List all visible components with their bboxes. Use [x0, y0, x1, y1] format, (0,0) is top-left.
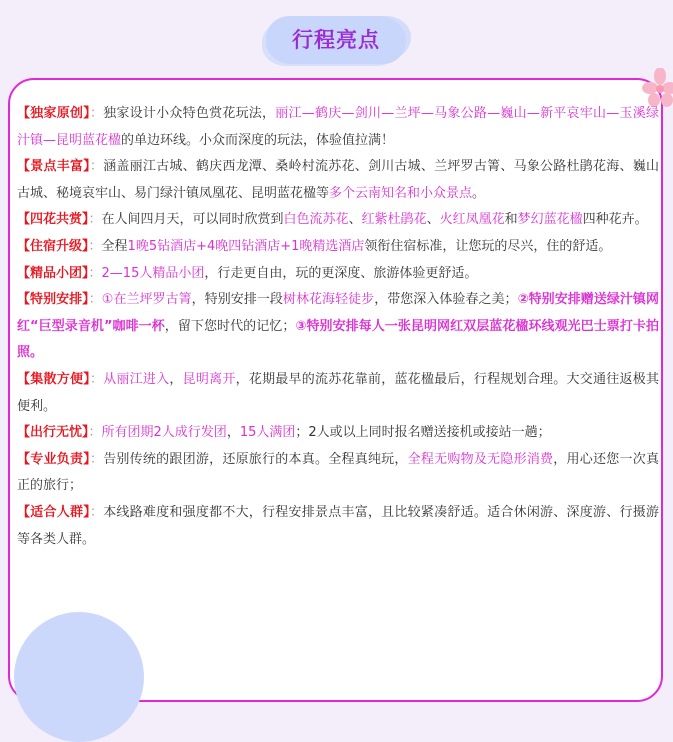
highlight-tag: 【特别安排】 — [17, 292, 89, 308]
body-text: 的单边环线。小众而深度的玩法，体验值拉满！ — [121, 132, 395, 148]
highlight-tag: 【独家原创】 — [17, 106, 90, 121]
highlight-text: 所有团期2人成行发团 — [101, 425, 227, 441]
body-text: 独家设计小众特色赏花玩法， — [103, 106, 276, 121]
decorative-circle — [14, 612, 144, 742]
body-text: 。 — [472, 185, 486, 201]
tag-separator: ： — [88, 238, 102, 254]
tag-separator: ： — [89, 371, 104, 387]
highlight-text: 火红凤凰花 — [439, 212, 505, 228]
body-text: ，带您深入体验春之美； — [374, 292, 518, 308]
tag-separator: ： — [89, 451, 104, 467]
highlight-text: 丽江—鹤庆—剑川—兰坪—马象公路—巍山—新平哀牢山—玉溪绿汁镇—昆明蓝花楹 — [17, 106, 659, 148]
highlight-text: 1晚5钻酒店+4晚四钻酒店+1晚精选酒店 — [127, 238, 365, 254]
tag-separator: ： — [89, 504, 104, 520]
highlight-text: ①在兰坪罗古箐 — [101, 292, 192, 308]
highlight-item — [17, 500, 659, 553]
body-text: ，花期最早的流苏花靠前，蓝花楹最后，行程规划合理。大交通往返极其便利。 — [17, 371, 659, 414]
body-text: ， — [226, 425, 240, 441]
highlight-tag: 【景点丰富】 — [17, 159, 90, 175]
highlight-item — [17, 367, 659, 420]
tag-separator: ： — [88, 425, 102, 441]
highlight-item — [17, 261, 659, 288]
highlight-item — [17, 234, 659, 261]
highlight-tag: 【四花共赏】 — [17, 212, 89, 228]
highlight-item — [17, 101, 659, 154]
highlight-item — [17, 420, 659, 447]
highlight-tag: 【专业负责】 — [17, 451, 90, 467]
highlight-text: 多个云南知名和小众景点 — [329, 185, 473, 201]
highlight-item — [17, 207, 659, 234]
body-text: ；2人或以上同时报名赠送接机或接站一趟； — [295, 425, 551, 441]
body-text: 在人间四月天，可以同时欣赏到 — [101, 212, 284, 228]
body-text: 和 — [504, 212, 518, 228]
page-title: 行程亮点 — [292, 28, 380, 52]
highlight-text: 红紫杜鹃花 — [361, 212, 427, 228]
body-text: 涵盖丽江古城、鹤庆西龙潭、桑岭村流苏花、剑川古城、兰坪罗古箐、马象公路杜鹃花海、巍山古城、秘境哀牢山、易门绿汁镇凤凰花、昆明蓝花楹等 — [17, 159, 659, 201]
tag-separator: ： — [88, 212, 102, 228]
body-text: ， — [169, 371, 183, 387]
tag-separator: ： — [88, 265, 102, 281]
highlight-item — [17, 154, 659, 207]
highlight-text: ③特别安排每人一张昆明网红双层蓝花楹环线观光巴士票打卡拍照。 — [17, 318, 659, 361]
highlight-tag: 【出行无忧】 — [17, 425, 89, 441]
body-text: 全程 — [101, 238, 128, 254]
body-text: ，用心还您一次真正的旅行； — [17, 451, 659, 494]
highlight-text: 15人满团 — [239, 425, 296, 441]
highlight-text: ②特别安排赠送绿汁镇网红“巨型录音机”咖啡一杯 — [17, 292, 659, 334]
tag-separator: ： — [89, 106, 104, 121]
body-text: 本线路难度和强度都不大，行程安排景点丰富，且比较紧凑舒适。适合休闲游、深度游、行摄游等各类人群。 — [17, 504, 659, 547]
highlight-text: 昆明离开 — [182, 371, 236, 387]
body-text: 领衔住宿标准，让您玩的尽兴，住的舒适。 — [364, 238, 612, 254]
highlight-item — [17, 287, 659, 367]
highlight-tag: 【住宿升级】 — [17, 238, 89, 254]
highlight-tag: 【精品小团】 — [17, 265, 89, 281]
highlight-item — [17, 447, 659, 500]
body-text: 告别传统的跟团游，还原旅行的本真。全程真纯玩， — [103, 451, 408, 467]
body-text: ，行走更自由，玩的更深度、旅游体验更舒适。 — [204, 265, 478, 281]
body-text: 、 — [426, 212, 440, 228]
highlights-list — [17, 101, 659, 553]
body-text: 、 — [348, 212, 362, 228]
body-text: ，特别安排一段 — [191, 292, 283, 308]
body-text: ，留下您时代的记忆； — [164, 318, 296, 334]
title-banner — [0, 0, 673, 80]
body-text: 四种花卉。 — [582, 212, 648, 228]
highlight-text: 白色流苏花 — [283, 212, 349, 228]
tag-separator: ： — [89, 159, 104, 175]
tag-separator: ： — [88, 292, 102, 308]
highlight-text: 全程无购物及无隐形消费 — [407, 451, 554, 467]
highlight-tag: 【集散方便】 — [17, 371, 90, 387]
highlight-text: 2—15人精品小团 — [101, 265, 205, 281]
highlight-tag: 【适合人群】 — [17, 504, 90, 520]
highlight-text: 树林花海轻徒步 — [282, 292, 375, 308]
highlight-text: 梦幻蓝花楹 — [517, 212, 583, 228]
highlight-text: 从丽江进入 — [103, 371, 170, 387]
